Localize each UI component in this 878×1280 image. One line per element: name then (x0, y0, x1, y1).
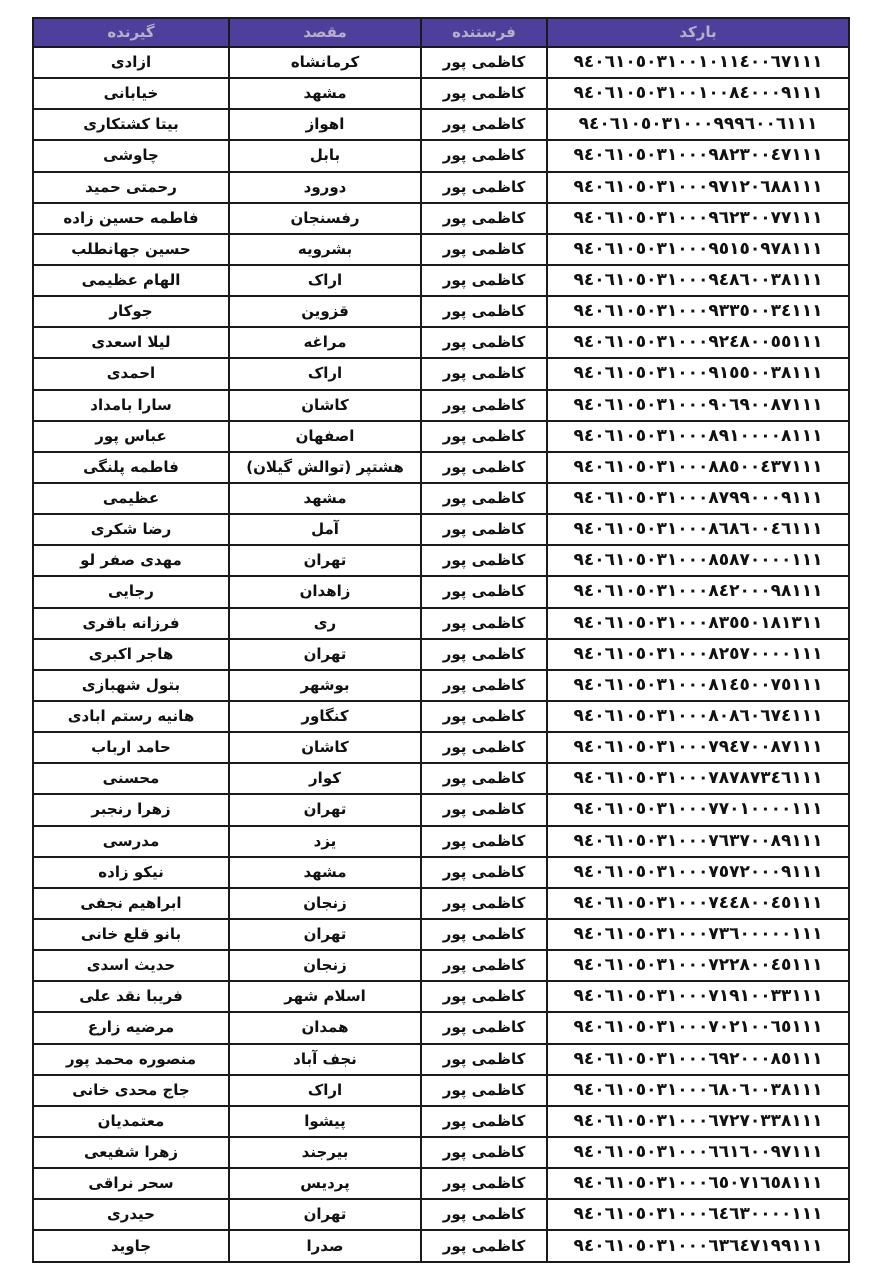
table-row (33, 483, 849, 514)
table-row (33, 701, 849, 732)
sender-cell: کاظمی پور (421, 1168, 547, 1199)
destination-cell: دورود (229, 172, 421, 203)
barcode-cell: ۹٤٠٦١٠٥٠٣١٠٠٠٦٤٦٣٠٠٠٠١١١ (547, 1199, 849, 1230)
header-destination: مقصد (229, 18, 421, 47)
table-row (33, 919, 849, 950)
table-row (33, 421, 849, 452)
destination-cell: بوشهر (229, 670, 421, 701)
table-row (33, 358, 849, 389)
barcode-cell: ۹٤٠٦١٠٥٠٣١٠٠٠٨٤٢٠٠٠۹٨١١١ (547, 576, 849, 607)
receiver-cell: نیکو زاده (33, 857, 229, 888)
barcode-cell: ۹٤٠٦١٠٥٠٣١٠٠٠٧٨٧٨٧٣٤٦١١١ (547, 763, 849, 794)
receiver-cell: زهرا رنجبر (33, 794, 229, 825)
table-row (33, 265, 849, 296)
receiver-cell: جاج محدی خانی (33, 1075, 229, 1106)
barcode-cell: ۹٤٠٦١٠٥٠٣١٠٠٠٧٤٤٨٠٠٤٥١١١ (547, 888, 849, 919)
sender-cell: کاظمی پور (421, 670, 547, 701)
receiver-cell: مدرسی (33, 826, 229, 857)
header-row (33, 18, 849, 47)
destination-cell: اهواز (229, 109, 421, 140)
barcode-cell: ۹٤٠٦١٠٥٠٣١٠٠٠٧٠٢١٠٠٦٥١١١ (547, 1012, 849, 1043)
destination-cell: قزوین (229, 296, 421, 327)
receiver-cell: لیلا اسعدی (33, 327, 229, 358)
destination-cell: بشرویه (229, 234, 421, 265)
sender-cell: کاظمی پور (421, 203, 547, 234)
table-row (33, 1168, 849, 1199)
receiver-cell: رجایی (33, 576, 229, 607)
sender-cell: کاظمی پور (421, 390, 547, 421)
sender-cell: کاظمی پور (421, 857, 547, 888)
destination-cell: زاهدان (229, 576, 421, 607)
receiver-cell: فرزانه باقری (33, 608, 229, 639)
destination-cell: مراغه (229, 327, 421, 358)
barcode-cell: ۹٤٠٦١٠٥٠٣١٠٠٠٦٦١٦٠٠۹٧١١١ (547, 1137, 849, 1168)
barcode-cell: ۹٤٠٦١٠٥٠٣١٠٠٠٧٥٧٢٠٠٠۹١١١ (547, 857, 849, 888)
barcode-cell: ۹٤٠٦١٠٥٠٣١٠٠٠٧٢٢٨٠٠٤٥١١١ (547, 950, 849, 981)
barcode-cell: ۹٤٠٦١٠٥٠٣١٠٠٠۹۹۹٦٠٠٦١١١ (547, 109, 849, 140)
barcode-cell: ۹٤٠٦١٠٥٠٣١٠٠٠۹١٥٥٠٠٣٨١١١ (547, 358, 849, 389)
destination-cell: تهران (229, 545, 421, 576)
table-row (33, 390, 849, 421)
destination-cell: ری (229, 608, 421, 639)
table-row (33, 296, 849, 327)
receiver-cell: عباس پور (33, 421, 229, 452)
barcode-cell: ۹٤٠٦١٠٥٠٣١٠٠١٠١١٤٠٠٦٧١١١ (547, 47, 849, 78)
table-row (33, 327, 849, 358)
destination-cell: تهران (229, 919, 421, 950)
barcode-cell: ۹٤٠٦١٠٥٠٣١٠٠٠٨٧۹۹٠٠٠۹١١١ (547, 483, 849, 514)
receiver-cell: عظیمی (33, 483, 229, 514)
receiver-cell: فاطمه پلنگی (33, 452, 229, 483)
receiver-cell: منصوره محمد پور (33, 1044, 229, 1075)
receiver-cell: حامد ارباب (33, 732, 229, 763)
destination-cell: اراک (229, 358, 421, 389)
destination-cell: اراک (229, 1075, 421, 1106)
destination-cell: همدان (229, 1012, 421, 1043)
sender-cell: کاظمی پور (421, 1044, 547, 1075)
receiver-cell: احمدی (33, 358, 229, 389)
sender-cell: کاظمی پور (421, 919, 547, 950)
sender-cell: کاظمی پور (421, 109, 547, 140)
barcode-cell: ۹٤٠٦١٠٥٠٣١٠٠٠۹٨٢٣٠٠٤٧١١١ (547, 140, 849, 171)
destination-cell: کنگاور (229, 701, 421, 732)
sender-cell: کاظمی پور (421, 639, 547, 670)
table-row (33, 981, 849, 1012)
receiver-cell: فریبا نقد علی (33, 981, 229, 1012)
destination-cell: اسلام شهر (229, 981, 421, 1012)
table-row (33, 140, 849, 171)
barcode-cell: ۹٤٠٦١٠٥٠٣١٠٠٠٦٨٠٦٠٠٣٨١١١ (547, 1075, 849, 1106)
sender-cell: کاظمی پور (421, 483, 547, 514)
barcode-cell: ۹٤٠٦١٠٥٠٣١٠٠٠٨۹١٠٠٠٠٨١١١ (547, 421, 849, 452)
table-row (33, 670, 849, 701)
sender-cell: کاظمی پور (421, 78, 547, 109)
receiver-cell: جاوید (33, 1230, 229, 1262)
destination-cell: بابل (229, 140, 421, 171)
barcode-cell: ۹٤٠٦١٠٥٠٣١٠٠٠۹٢٤٨٠٠٥٥١١١ (547, 327, 849, 358)
destination-cell: اراک (229, 265, 421, 296)
table-row (33, 732, 849, 763)
table-row (33, 1106, 849, 1137)
table-row (33, 452, 849, 483)
table-row (33, 545, 849, 576)
table-row (33, 857, 849, 888)
barcode-cell: ۹٤٠٦١٠٥٠٣١٠٠٠٨٥٨٧٠٠٠٠١١١ (547, 545, 849, 576)
sender-cell: کاظمی پور (421, 452, 547, 483)
destination-cell: پردیس (229, 1168, 421, 1199)
sender-cell: کاظمی پور (421, 608, 547, 639)
destination-cell: کرمانشاه (229, 47, 421, 78)
receiver-cell: سحر نراقی (33, 1168, 229, 1199)
receiver-cell: بیتا کشتکاری (33, 109, 229, 140)
table-row (33, 826, 849, 857)
receiver-cell: بتول شهبازی (33, 670, 229, 701)
receiver-cell: الهام عظیمی (33, 265, 229, 296)
shipment-table (32, 17, 850, 1263)
receiver-cell: خیابانی (33, 78, 229, 109)
destination-cell: بیرجند (229, 1137, 421, 1168)
header-barcode: بارکد (547, 18, 849, 47)
receiver-cell: هانیه رستم ابادی (33, 701, 229, 732)
barcode-cell: ۹٤٠٦١٠٥٠٣١٠٠٠٦٧٢٧٠٣٣٨١١١ (547, 1106, 849, 1137)
destination-cell: یزد (229, 826, 421, 857)
receiver-cell: مرضیه زارع (33, 1012, 229, 1043)
receiver-cell: حدیث اسدی (33, 950, 229, 981)
destination-cell: صدرا (229, 1230, 421, 1262)
table-row (33, 1044, 849, 1075)
sender-cell: کاظمی پور (421, 826, 547, 857)
barcode-cell: ۹٤٠٦١٠٥٠٣١٠٠٠۹٧١٢٠٦٨٨١١١ (547, 172, 849, 203)
table-row (33, 1199, 849, 1230)
sender-cell: کاظمی پور (421, 172, 547, 203)
barcode-cell: ۹٤٠٦١٠٥٠٣١٠٠٠٧٦٣٧٠٠٨۹١١١ (547, 826, 849, 857)
receiver-cell: حسین جهانطلب (33, 234, 229, 265)
sender-cell: کاظمی پور (421, 888, 547, 919)
table-row (33, 203, 849, 234)
destination-cell: مشهد (229, 78, 421, 109)
table-row (33, 47, 849, 78)
receiver-cell: چاوشی (33, 140, 229, 171)
sender-cell: کاظمی پور (421, 47, 547, 78)
barcode-cell: ۹٤٠٦١٠٥٠٣١٠٠٠۹٣٣٥٠٠٣٤١١١ (547, 296, 849, 327)
receiver-cell: بانو قلع خانی (33, 919, 229, 950)
barcode-cell: ۹٤٠٦١٠٥٠٣١٠٠٠۹٤٨٦٠٠٣٨١١١ (547, 265, 849, 296)
table-row (33, 1137, 849, 1168)
barcode-cell: ۹٤٠٦١٠٥٠٣١٠٠٠٦٥٠٧١٦٥٨١١١ (547, 1168, 849, 1199)
barcode-cell: ۹٤٠٦١٠٥٠٣١٠٠٠٦۹٢٠٠٠٨٥١١١ (547, 1044, 849, 1075)
sender-cell: کاظمی پور (421, 234, 547, 265)
receiver-cell: ازادی (33, 47, 229, 78)
barcode-cell: ۹٤٠٦١٠٥٠٣١٠٠٠٨٢٥٧٠٠٠٠١١١ (547, 639, 849, 670)
sender-cell: کاظمی پور (421, 576, 547, 607)
receiver-cell: هاجر اکبری (33, 639, 229, 670)
destination-cell: زنجان (229, 950, 421, 981)
receiver-cell: ابراهیم نجفی (33, 888, 229, 919)
barcode-cell: ۹٤٠٦١٠٥٠٣١٠٠٠٨٦٨٦٠٠٤٦١١١ (547, 514, 849, 545)
receiver-cell: حیدری (33, 1199, 229, 1230)
destination-cell: تهران (229, 639, 421, 670)
receiver-cell: سارا بامداد (33, 390, 229, 421)
sender-cell: کاظمی پور (421, 732, 547, 763)
destination-cell: آمل (229, 514, 421, 545)
sender-cell: کاظمی پور (421, 1012, 547, 1043)
receiver-cell: مهدی صفر لو (33, 545, 229, 576)
receiver-cell: رضا شکری (33, 514, 229, 545)
destination-cell: تهران (229, 1199, 421, 1230)
table-row (33, 1230, 849, 1262)
destination-cell: زنجان (229, 888, 421, 919)
destination-cell: کاشان (229, 732, 421, 763)
header-sender: فرستنده (421, 18, 547, 47)
table-row (33, 78, 849, 109)
destination-cell: اصفهان (229, 421, 421, 452)
destination-cell: نجف آباد (229, 1044, 421, 1075)
table-row (33, 950, 849, 981)
barcode-cell: ۹٤٠٦١٠٥٠٣١٠٠٠٦٣٦٤٧١۹۹١١١ (547, 1230, 849, 1262)
sender-cell: کاظمی پور (421, 950, 547, 981)
table-row (33, 763, 849, 794)
barcode-cell: ۹٤٠٦١٠٥٠٣١٠٠٠٧۹٤٧٠٠٨٧١١١ (547, 732, 849, 763)
sender-cell: کاظمی پور (421, 981, 547, 1012)
sender-cell: کاظمی پور (421, 1199, 547, 1230)
destination-cell: مشهد (229, 857, 421, 888)
destination-cell: کاشان (229, 390, 421, 421)
table-row (33, 608, 849, 639)
destination-cell: پیشوا (229, 1106, 421, 1137)
receiver-cell: محسنی (33, 763, 229, 794)
receiver-cell: معتمدیان (33, 1106, 229, 1137)
sender-cell: کاظمی پور (421, 358, 547, 389)
barcode-cell: ۹٤٠٦١٠٥٠٣١٠٠٠۹٥١٥٠۹٧٨١١١ (547, 234, 849, 265)
sender-cell: کاظمی پور (421, 1075, 547, 1106)
sender-cell: کاظمی پور (421, 514, 547, 545)
table-row (33, 1075, 849, 1106)
barcode-cell: ۹٤٠٦١٠٥٠٣١٠٠٠۹٦٢٣٠٠٧٧١١١ (547, 203, 849, 234)
destination-cell: هشتپر (توالش گیلان) (229, 452, 421, 483)
destination-cell: مشهد (229, 483, 421, 514)
sender-cell: کاظمی پور (421, 545, 547, 576)
sender-cell: کاظمی پور (421, 140, 547, 171)
barcode-cell: ۹٤٠٦١٠٥٠٣١٠٠٠۹٠٦۹٠٠٨٧١١١ (547, 390, 849, 421)
destination-cell: تهران (229, 794, 421, 825)
sender-cell: کاظمی پور (421, 1230, 547, 1262)
table-row (33, 514, 849, 545)
barcode-cell: ۹٤٠٦١٠٥٠٣١٠٠٠٧٧٠١٠٠٠٠١١١ (547, 794, 849, 825)
sender-cell: کاظمی پور (421, 265, 547, 296)
sender-cell: کاظمی پور (421, 701, 547, 732)
barcode-cell: ۹٤٠٦١٠٥٠٣١٠٠٠٨٨٥٠٠٤٣٧١١١ (547, 452, 849, 483)
table-row (33, 794, 849, 825)
sender-cell: کاظمی پور (421, 1106, 547, 1137)
table-row (33, 888, 849, 919)
barcode-cell: ۹٤٠٦١٠٥٠٣١٠٠٠٨٠٨٦٠٦٧٤١١١ (547, 701, 849, 732)
table-row (33, 234, 849, 265)
sender-cell: کاظمی پور (421, 794, 547, 825)
table-row (33, 109, 849, 140)
barcode-cell: ۹٤٠٦١٠٥٠٣١٠٠٠٧٣٦٠٠٠٠٠١١١ (547, 919, 849, 950)
sender-cell: کاظمی پور (421, 763, 547, 794)
sender-cell: کاظمی پور (421, 296, 547, 327)
table-row (33, 576, 849, 607)
sender-cell: کاظمی پور (421, 1137, 547, 1168)
destination-cell: کوار (229, 763, 421, 794)
table-row (33, 1012, 849, 1043)
header-receiver: گیرنده (33, 18, 229, 47)
destination-cell: رفسنجان (229, 203, 421, 234)
barcode-cell: ۹٤٠٦١٠٥٠٣١٠٠٠٧١۹١٠٠٣٣١١١ (547, 981, 849, 1012)
table-row (33, 172, 849, 203)
barcode-cell: ۹٤٠٦١٠٥٠٣١٠٠٠٨١٤٥٠٠٧٥١١١ (547, 670, 849, 701)
barcode-cell: ۹٤٠٦١٠٥٠٣١٠٠٠٨٣٥٥٠١٨١٣١١ (547, 608, 849, 639)
receiver-cell: رحمتی حمید (33, 172, 229, 203)
barcode-cell: ۹٤٠٦١٠٥٠٣١٠٠١٠٠٨٤٠٠٠٩١١١ (547, 78, 849, 109)
sender-cell: کاظمی پور (421, 327, 547, 358)
receiver-cell: فاطمه حسین زاده (33, 203, 229, 234)
receiver-cell: جوکار (33, 296, 229, 327)
table-row (33, 639, 849, 670)
sender-cell: کاظمی پور (421, 421, 547, 452)
receiver-cell: زهرا شفیعی (33, 1137, 229, 1168)
